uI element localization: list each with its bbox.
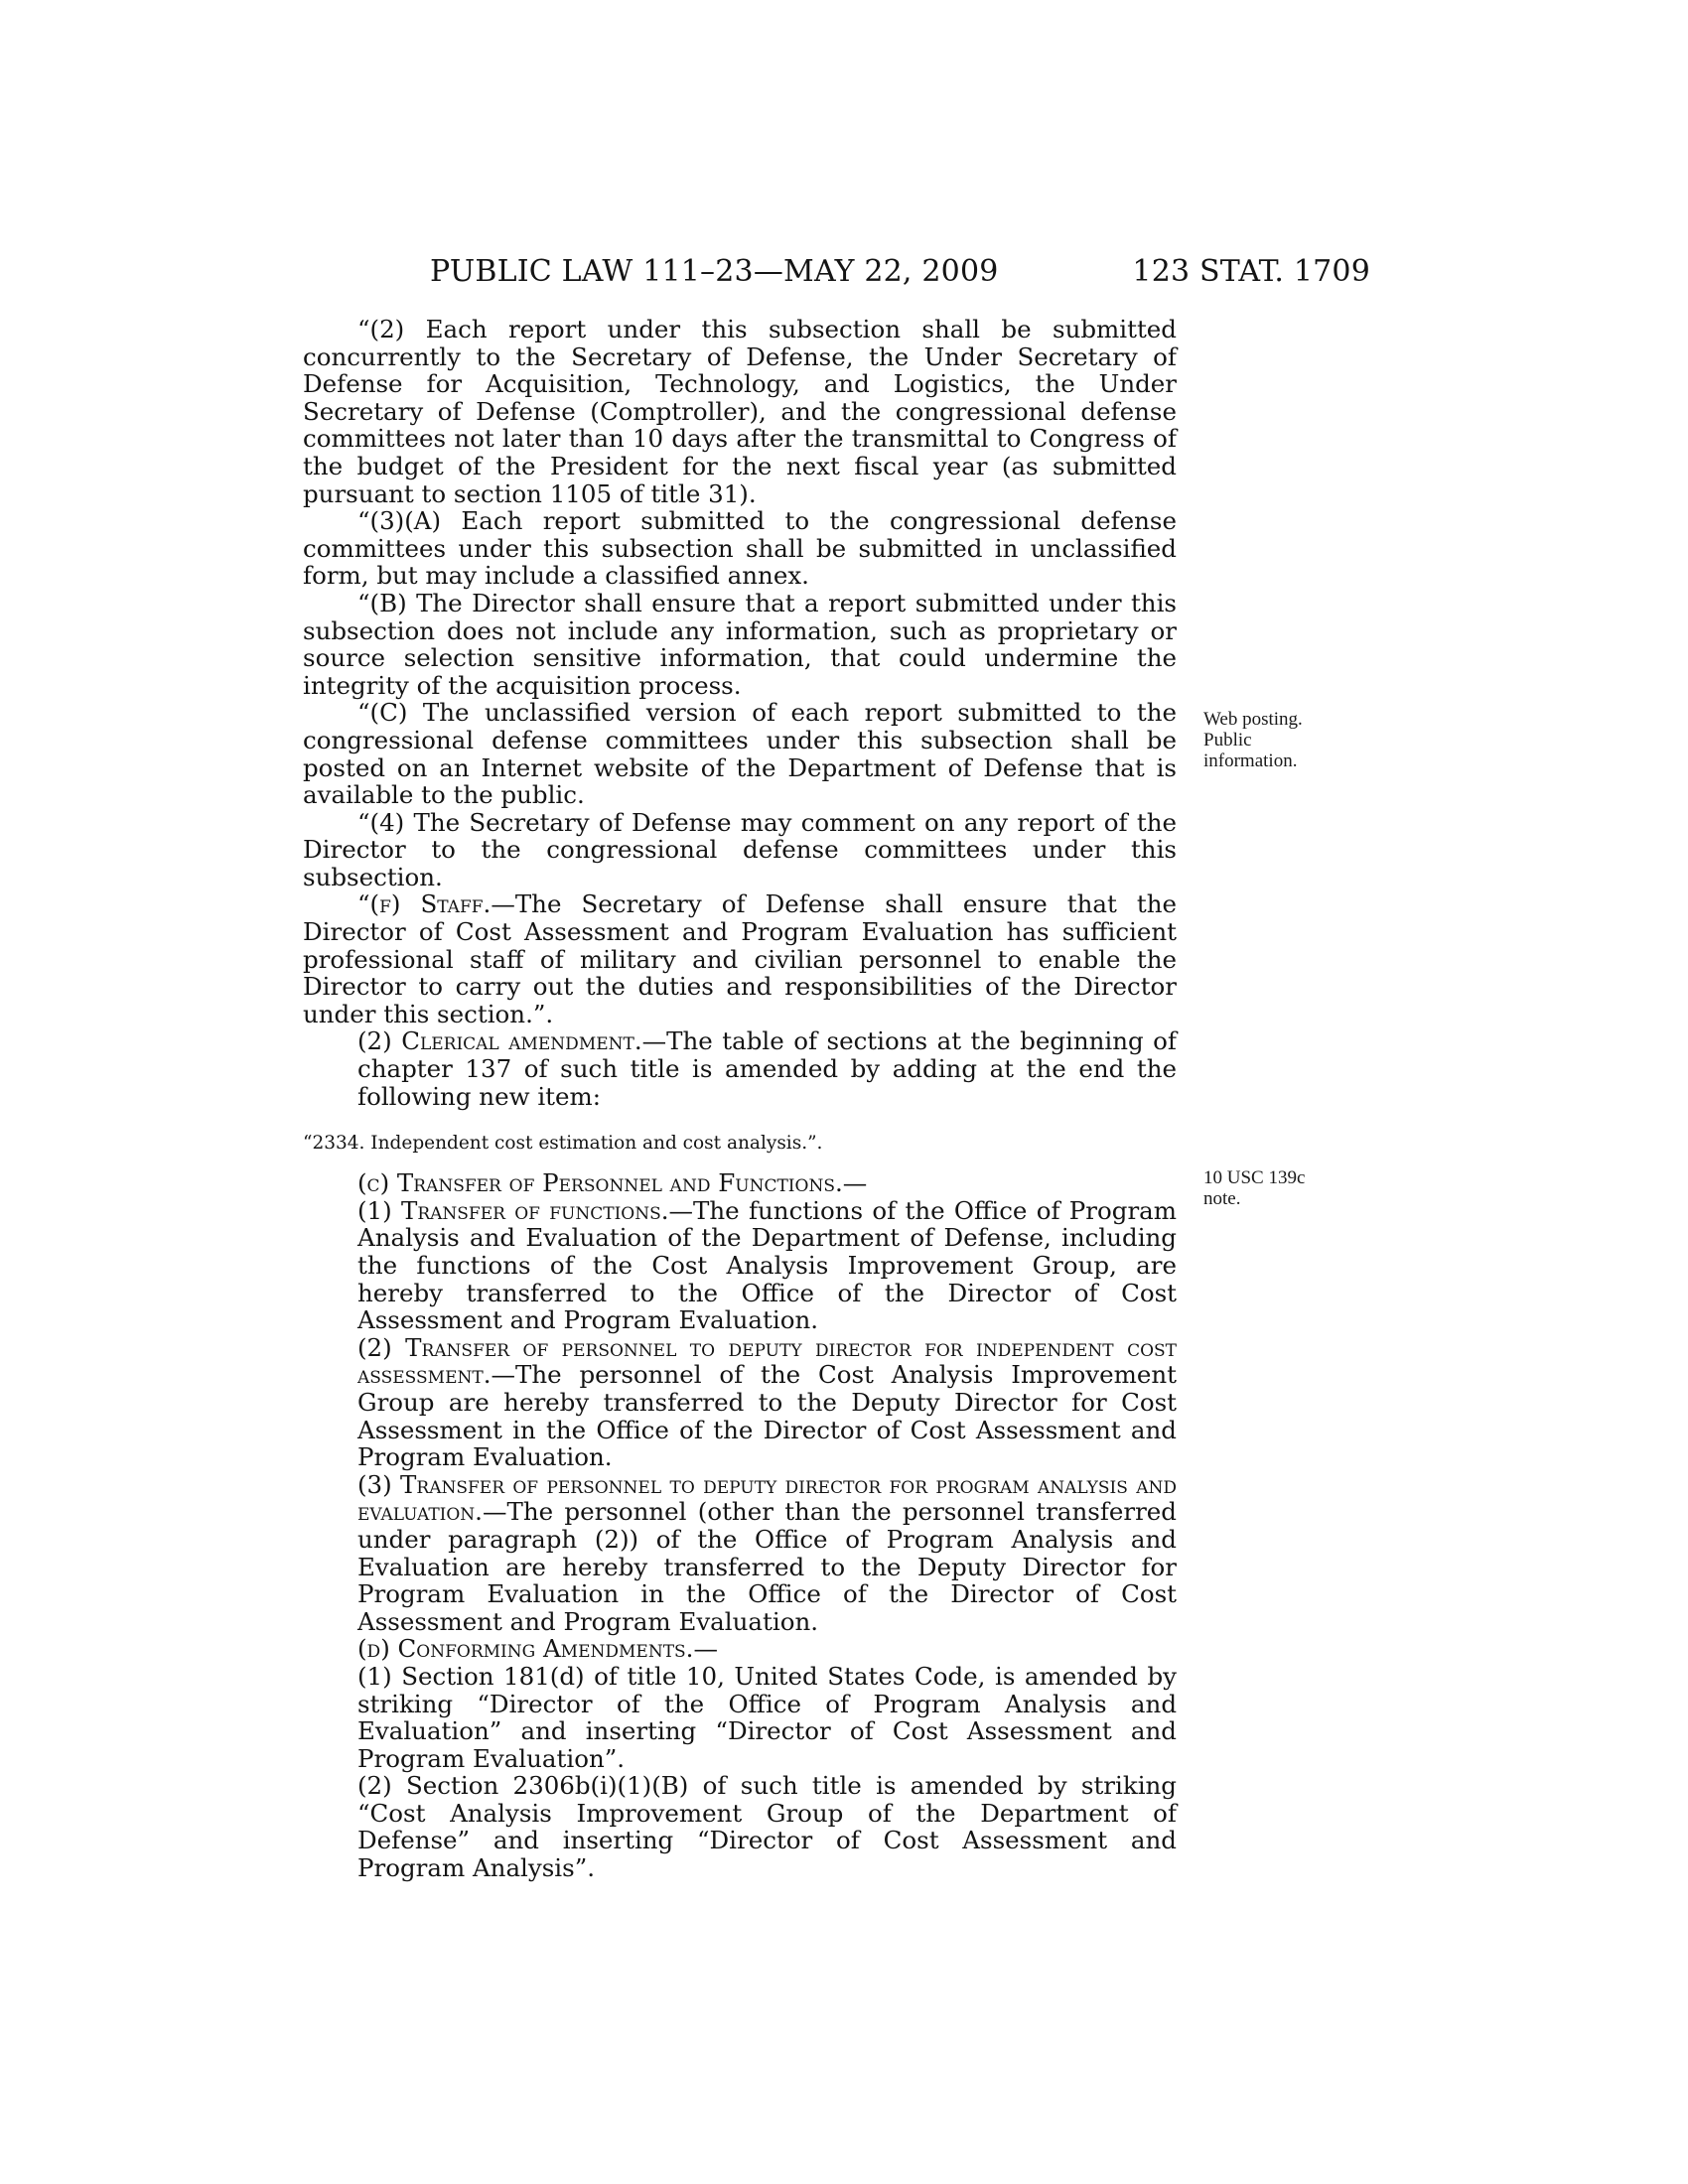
paragraph-e3b: “(B) The Director shall ensure that a report submitted under this subsection does not include any information, such as proprietary or source selection sensitive information, that could undermine the integrity of the acquisition process.: [303, 588, 1177, 700]
subsection-heading: “(f) Staff.: [357, 889, 492, 919]
paragraph-heading: (1) Transfer of functions.: [357, 1195, 669, 1225]
header-stat-page: 123 STAT. 1709: [1132, 254, 1370, 289]
paragraph-text: —The table of sections at the beginning of chapter 137 of such title is amended by adding at the end the following new item:: [357, 1026, 1178, 1111]
table-of-sections-item: “2334. Independent cost estimation and cost analysis.”.: [303, 1133, 823, 1155]
paragraph-e3c: “(C) The unclassified version of each report submitted to the congressional defense committees under this subsection shall be posted on an Internet website of the Department of Defense that is available to the public.: [303, 698, 1177, 810]
running-header: [303, 250, 1370, 294]
margin-note-usc-citation: 10 USC 139c note.: [1203, 1167, 1306, 1209]
subsection-d-heading: (d) Conforming Amendments.—: [357, 1634, 718, 1664]
paragraph-c1: [357, 1197, 1177, 1334]
paragraph-text: —The personnel (other than the personnel transferred under paragraph (2)) of the Office of Program Analysis and Evaluation are hereby transferred to the Deputy Director for Program Evaluation in the Office of the Director of Cost Assessment and Program Evaluation.: [357, 1497, 1177, 1636]
paragraph-c2: [357, 1334, 1177, 1471]
paragraph-e4: “(4) The Secretary of Defense may comment on any report of the Director to the congressional defense committees under this subsection.: [303, 807, 1177, 891]
margin-note-web-posting: Web posting. Public information.: [1203, 709, 1303, 771]
paragraph-heading: (3) Transfer of personnel to deputy director for program analysis and evaluation.: [357, 1469, 1177, 1527]
paragraph-heading: (2) Clerical amendment.: [357, 1026, 642, 1056]
document-body: [303, 316, 1177, 1882]
paragraph-heading: (2) Transfer of personnel to deputy director for independent cost assessment.: [357, 1332, 1177, 1390]
paragraph-e3a: “(3)(A) Each report submitted to the congressional defense committees under this subsection shall be submitted in unclassified form, but may include a classified annex.: [303, 506, 1177, 591]
paragraph-text: —The functions of the Office of Program Analysis and Evaluation of the Department of Defense, including the functions of the Cost Analysis Improvement Group, are hereby transferred to the Office of the Director of Cost Assessment and Program Evaluation.: [357, 1195, 1177, 1335]
paragraph-f-staff: [303, 890, 1177, 1027]
paragraph-clerical-amendment: [357, 1027, 1177, 1110]
subsection-text: —The Secretary of Defense shall ensure that the Director of Cost Assessment and Program Evaluation has sufficient professional staff of military and civilian personnel to enable the Director to carry out the duties and responsibilities of the Director under this section.”.: [303, 889, 1177, 1028]
paragraph-d2: (2) Section 2306b(i)(1)(B) of such title is amended by striking “Cost Analysis Improvement Group of the Department of Defense” and inserting “Director of Cost Assessment and Program Analysis”.: [357, 1771, 1177, 1883]
paragraph-c3: [357, 1471, 1177, 1636]
subsection-c-heading: (c) Transfer of Personnel and Functions.—: [357, 1168, 868, 1198]
paragraph-e2: “(2) Each report under this subsection shall be submitted concurrently to the Secretary of Defense, the Under Secretary of Defense for Acquisition, Technology, and Logistics, the Under Secretary of Defense (Comptroller), and the congressional defense committees not later than 10 days after the transmittal to Congress of the budget of the President for the next fiscal year (as submitted pursuant to section 1105 of title 31).: [303, 315, 1177, 508]
paragraph-text: —The personnel of the Cost Analysis Improvement Group are hereby transferred to the Deputy Director for Cost Assessment in the Office of the Director of Cost Assessment and Program Evaluation.: [357, 1360, 1177, 1472]
header-law-citation: PUBLIC LAW 111–23—MAY 22, 2009: [430, 254, 999, 289]
paragraph-d1: (1) Section 181(d) of title 10, United States Code, is amended by striking “Director of the Office of Program Analysis and Evaluation” and inserting “Director of Cost Assessment and Program Evaluation”.: [357, 1661, 1177, 1773]
